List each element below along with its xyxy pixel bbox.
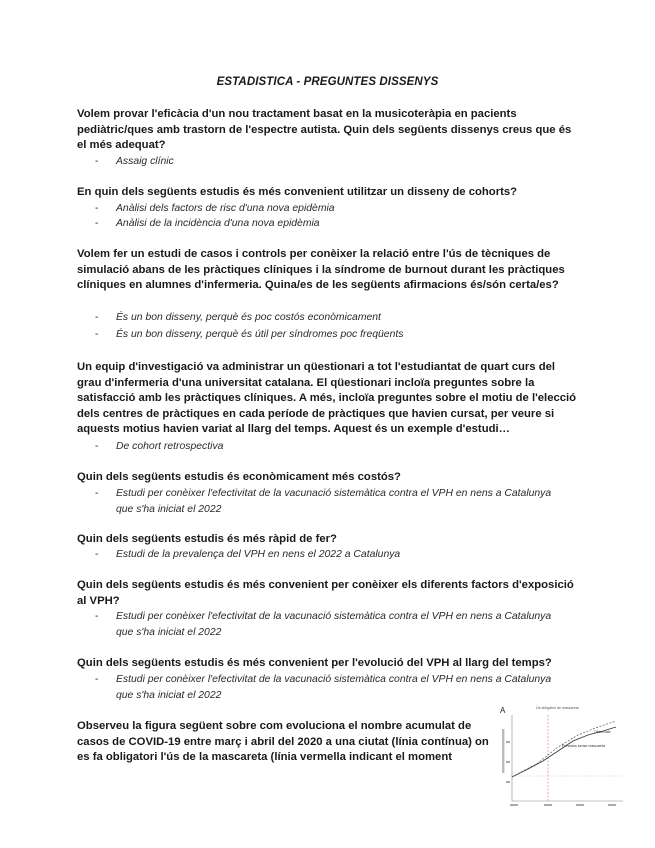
question-2: En quin dels següents estudis és més convenient utilitzar un disseny de cohorts? — [77, 186, 518, 198]
question-9: Observeu la figura següent sobre com evoluciona el nombre acumulat de casos de COVID-19 entre març i abril del 2020 a una ciutat (línia contínua) on es fa obligatori l'ús de la mascareta (línia vermella indicant el moment — [77, 720, 489, 764]
y-axis-label — [502, 729, 504, 773]
answer-7-1 — [95, 609, 565, 640]
answer-text: Estudi per conèixer l'efectivitat de la vacunació sistemàtica contra el VPH en nens a Catalunya que s'ha iniciat el 2022 — [116, 674, 552, 701]
question-7: Quin dels següents estudis és més convenient per conèixer els diferents factors d'exposició al VPH? — [77, 579, 574, 607]
answer-text: Assaig clínic — [116, 156, 174, 167]
x-tick-label — [510, 804, 518, 806]
y-tick-label — [506, 741, 510, 743]
question-8: Quin dels següents estudis és més convenient per l'evolució del VPH al llarg del temps? — [77, 657, 552, 669]
page-title: ESTADISTICA - PREGUNTES DISSENYS — [216, 76, 439, 88]
x-tick-label — [544, 804, 552, 806]
answer-2-2 — [95, 216, 565, 232]
answer-3-2 — [95, 327, 565, 343]
answer-4-1 — [95, 439, 565, 455]
covid-figure-svg — [498, 703, 628, 818]
bullet-dash: - — [95, 329, 99, 340]
answer-text: És un bon disseny, perquè és poc costós econòmicament — [116, 312, 381, 323]
label-observed: Observats — [594, 730, 611, 734]
answer-text: De cohort retrospectiva — [116, 441, 224, 452]
answer-text: Estudi per conèixer l'efectivitat de la vacunació sistemàtica contra el VPH en nens a Catalunya que s'ha iniciat el 2022 — [116, 611, 552, 638]
bullet-dash: - — [95, 549, 99, 560]
label-predicted: Previstos sense mascareta — [562, 744, 606, 748]
observed-series-line — [512, 727, 616, 777]
answer-3-1 — [95, 310, 565, 326]
answer-text: Anàlisi de la incidència d'una nova epidèmia — [116, 218, 320, 229]
bullet-dash: - — [95, 312, 99, 323]
bullet-dash: - — [95, 488, 99, 499]
x-tick-label — [576, 804, 584, 806]
answer-text: És un bon disseny, perquè és útil per síndromes poc freqüents — [116, 329, 404, 340]
question-1: Volem provar l'eficàcia d'un nou tractament basat en la musicoteràpia en pacients pediàtric/ques amb trastorn de l'espectre autista. Quin dels següents dissenys creus que és el més adequat? — [77, 108, 572, 152]
bullet-dash: - — [95, 611, 99, 622]
figure-label-top: Ús obligatori de mascareta — [536, 706, 579, 710]
bullet-dash: - — [95, 156, 99, 167]
bullet-dash: - — [95, 674, 99, 685]
answer-5-1 — [95, 486, 565, 517]
y-tick-label — [506, 761, 510, 763]
x-tick-label — [608, 804, 616, 806]
figure-panel-label: A — [500, 706, 506, 715]
y-tick-label — [506, 781, 510, 783]
answer-text: Anàlisi dels factors de risc d'una nova epidèmia — [116, 203, 335, 214]
answer-8-1 — [95, 672, 565, 703]
question-6: Quin dels següents estudis és més ràpid de fer? — [77, 533, 337, 545]
question-5: Quin dels següents estudis és econòmicament més costós? — [77, 471, 401, 483]
answer-text: Estudi per conèixer l'efectivitat de la vacunació sistemàtica contra el VPH en nens a Catalunya que s'ha iniciat el 2022 — [116, 488, 552, 515]
answer-1-1 — [95, 154, 565, 170]
covid-figure — [498, 703, 628, 818]
bullet-dash: - — [95, 441, 99, 452]
question-4: Un equip d'investigació va administrar un qüestionari a tot l'estudiantat de quart curs del grau d'infermeria d'una universitat catalana. El qüestionari incloïa preguntes sobre la satisfacció amb les pràctiques clíniques. A més, incloïa preguntes sobre el motiu de l'elecció dels centres de pràctiques en cada període de pràctiques que havien cursat, per veure si aquests motius havien variat al llarg del temps. Aquest és un exemple d'estudi… — [77, 361, 577, 436]
answer-2-1 — [95, 201, 565, 217]
bullet-dash: - — [95, 203, 99, 214]
question-3: Volem fer un estudi de casos i controls per conèixer la relació entre l'ús de tècniques de simulació abans de les pràctiques clíniques i la síndrome de burnout durant les pràctiques clíniques en alumnes d'infermeria. Quina/es de les següents afirmacions és/són certa/es? — [77, 248, 565, 292]
answer-text: Estudi de la prevalença del VPH en nens el 2022 a Catalunya — [116, 549, 401, 560]
answer-6-1 — [95, 547, 565, 563]
bullet-dash: - — [95, 218, 99, 229]
